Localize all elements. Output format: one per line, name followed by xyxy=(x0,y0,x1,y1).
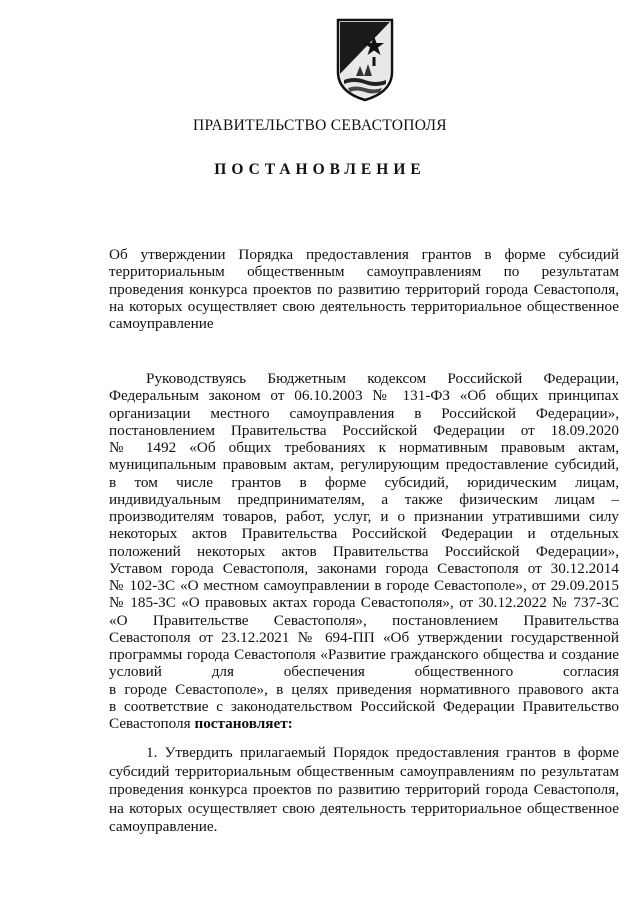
government-name: ПРАВИТЕЛЬСТВО СЕВАСТОПОЛЯ xyxy=(193,117,447,134)
subject-line: территориальным общественным самоуправлениям по результатам xyxy=(109,263,619,281)
subject-line: самоуправление xyxy=(109,315,214,333)
item1-line: субсидий территориальным общественным самоуправлениям по результатам xyxy=(109,762,619,780)
coat-of-arms-icon xyxy=(334,14,396,102)
preamble-line: индивидуальным предпринимателям, а также физическим лицам – xyxy=(109,490,619,508)
preamble-line: Руководствуясь Бюджетным кодексом Российской Федерации, xyxy=(146,370,619,387)
preamble-line: постановлением Правительства Российской Федерации от 18.09.2020 xyxy=(109,421,619,439)
item1-line: 1. Утвердить прилагаемый Порядок предоставления грантов в форме xyxy=(146,744,619,761)
document-type: ПОСТАНОВЛЕНИЕ xyxy=(214,161,426,178)
preamble-line: Севастополя от 23.12.2021 № 694-ПП «Об утверждении государственной xyxy=(109,628,619,646)
item1-line: проведения конкурса проектов по развитию территорий города Севастополя, xyxy=(109,781,619,798)
preamble-line: № 1492 «Об общих требованиях к нормативным правовым актам, xyxy=(109,439,619,456)
decree-word: постановляет: xyxy=(194,715,293,732)
preamble-last-line xyxy=(109,715,619,732)
preamble-last-words: Севастополя xyxy=(109,715,191,732)
preamble-line: в городе Севастополе», в целях приведения нормативного правового акта xyxy=(109,680,619,698)
item1-line: на которых осуществляет свою деятельность территориальное общественное xyxy=(109,799,619,817)
preamble-line: Федеральным законом от 06.10.2003 № 131-ФЗ «Об общих принципах xyxy=(109,387,619,405)
preamble-line: «О Правительстве Севастополя», постановлением Правительства xyxy=(109,611,619,629)
preamble-line: некоторых актов Правительства Российской Федерации и отдельных xyxy=(109,525,619,543)
item1-line: самоуправление. xyxy=(109,818,218,835)
preamble-line: производителям товаров, работ, услуг, и о признании утратившими силу xyxy=(109,508,619,525)
subject-line: на которых осуществляет свою деятельность территориальное общественное xyxy=(109,297,619,315)
preamble-line: условий для обеспечения общественного согласия xyxy=(109,663,619,681)
preamble-line: программы города Севастополя «Развитие гражданского общества и создание xyxy=(109,646,619,663)
preamble-line: Уставом города Севастополя, законами города Севастополя от 30.12.2014 xyxy=(109,559,619,577)
preamble-line: в том числе грантов в форме субсидий, юридическим лицам, xyxy=(109,473,619,491)
preamble-line: организации местного самоуправления в Российской Федерации», xyxy=(109,404,619,422)
preamble-line: муниципальным правовым актам, регулирующим предоставление субсидий, xyxy=(109,456,619,474)
preamble-line: в соответствие с законодательством Российской Федерации Правительство xyxy=(109,697,619,715)
subject-line: проведения конкурса проектов по развитию территорий города Севастополя, xyxy=(109,280,619,298)
subject-line: Об утверждении Порядка предоставления грантов в форме субсидий xyxy=(109,246,619,263)
preamble-line: № 185-ЗС «О правовых актах города Севастополя», от 30.12.2022 № 737-ЗС xyxy=(109,594,619,612)
preamble-line: № 102-ЗС «О местном самоуправлении в городе Севастополе», от 29.09.2015 xyxy=(109,577,619,594)
preamble-line: положений некоторых актов Правительства Российской Федерации», xyxy=(109,542,619,560)
